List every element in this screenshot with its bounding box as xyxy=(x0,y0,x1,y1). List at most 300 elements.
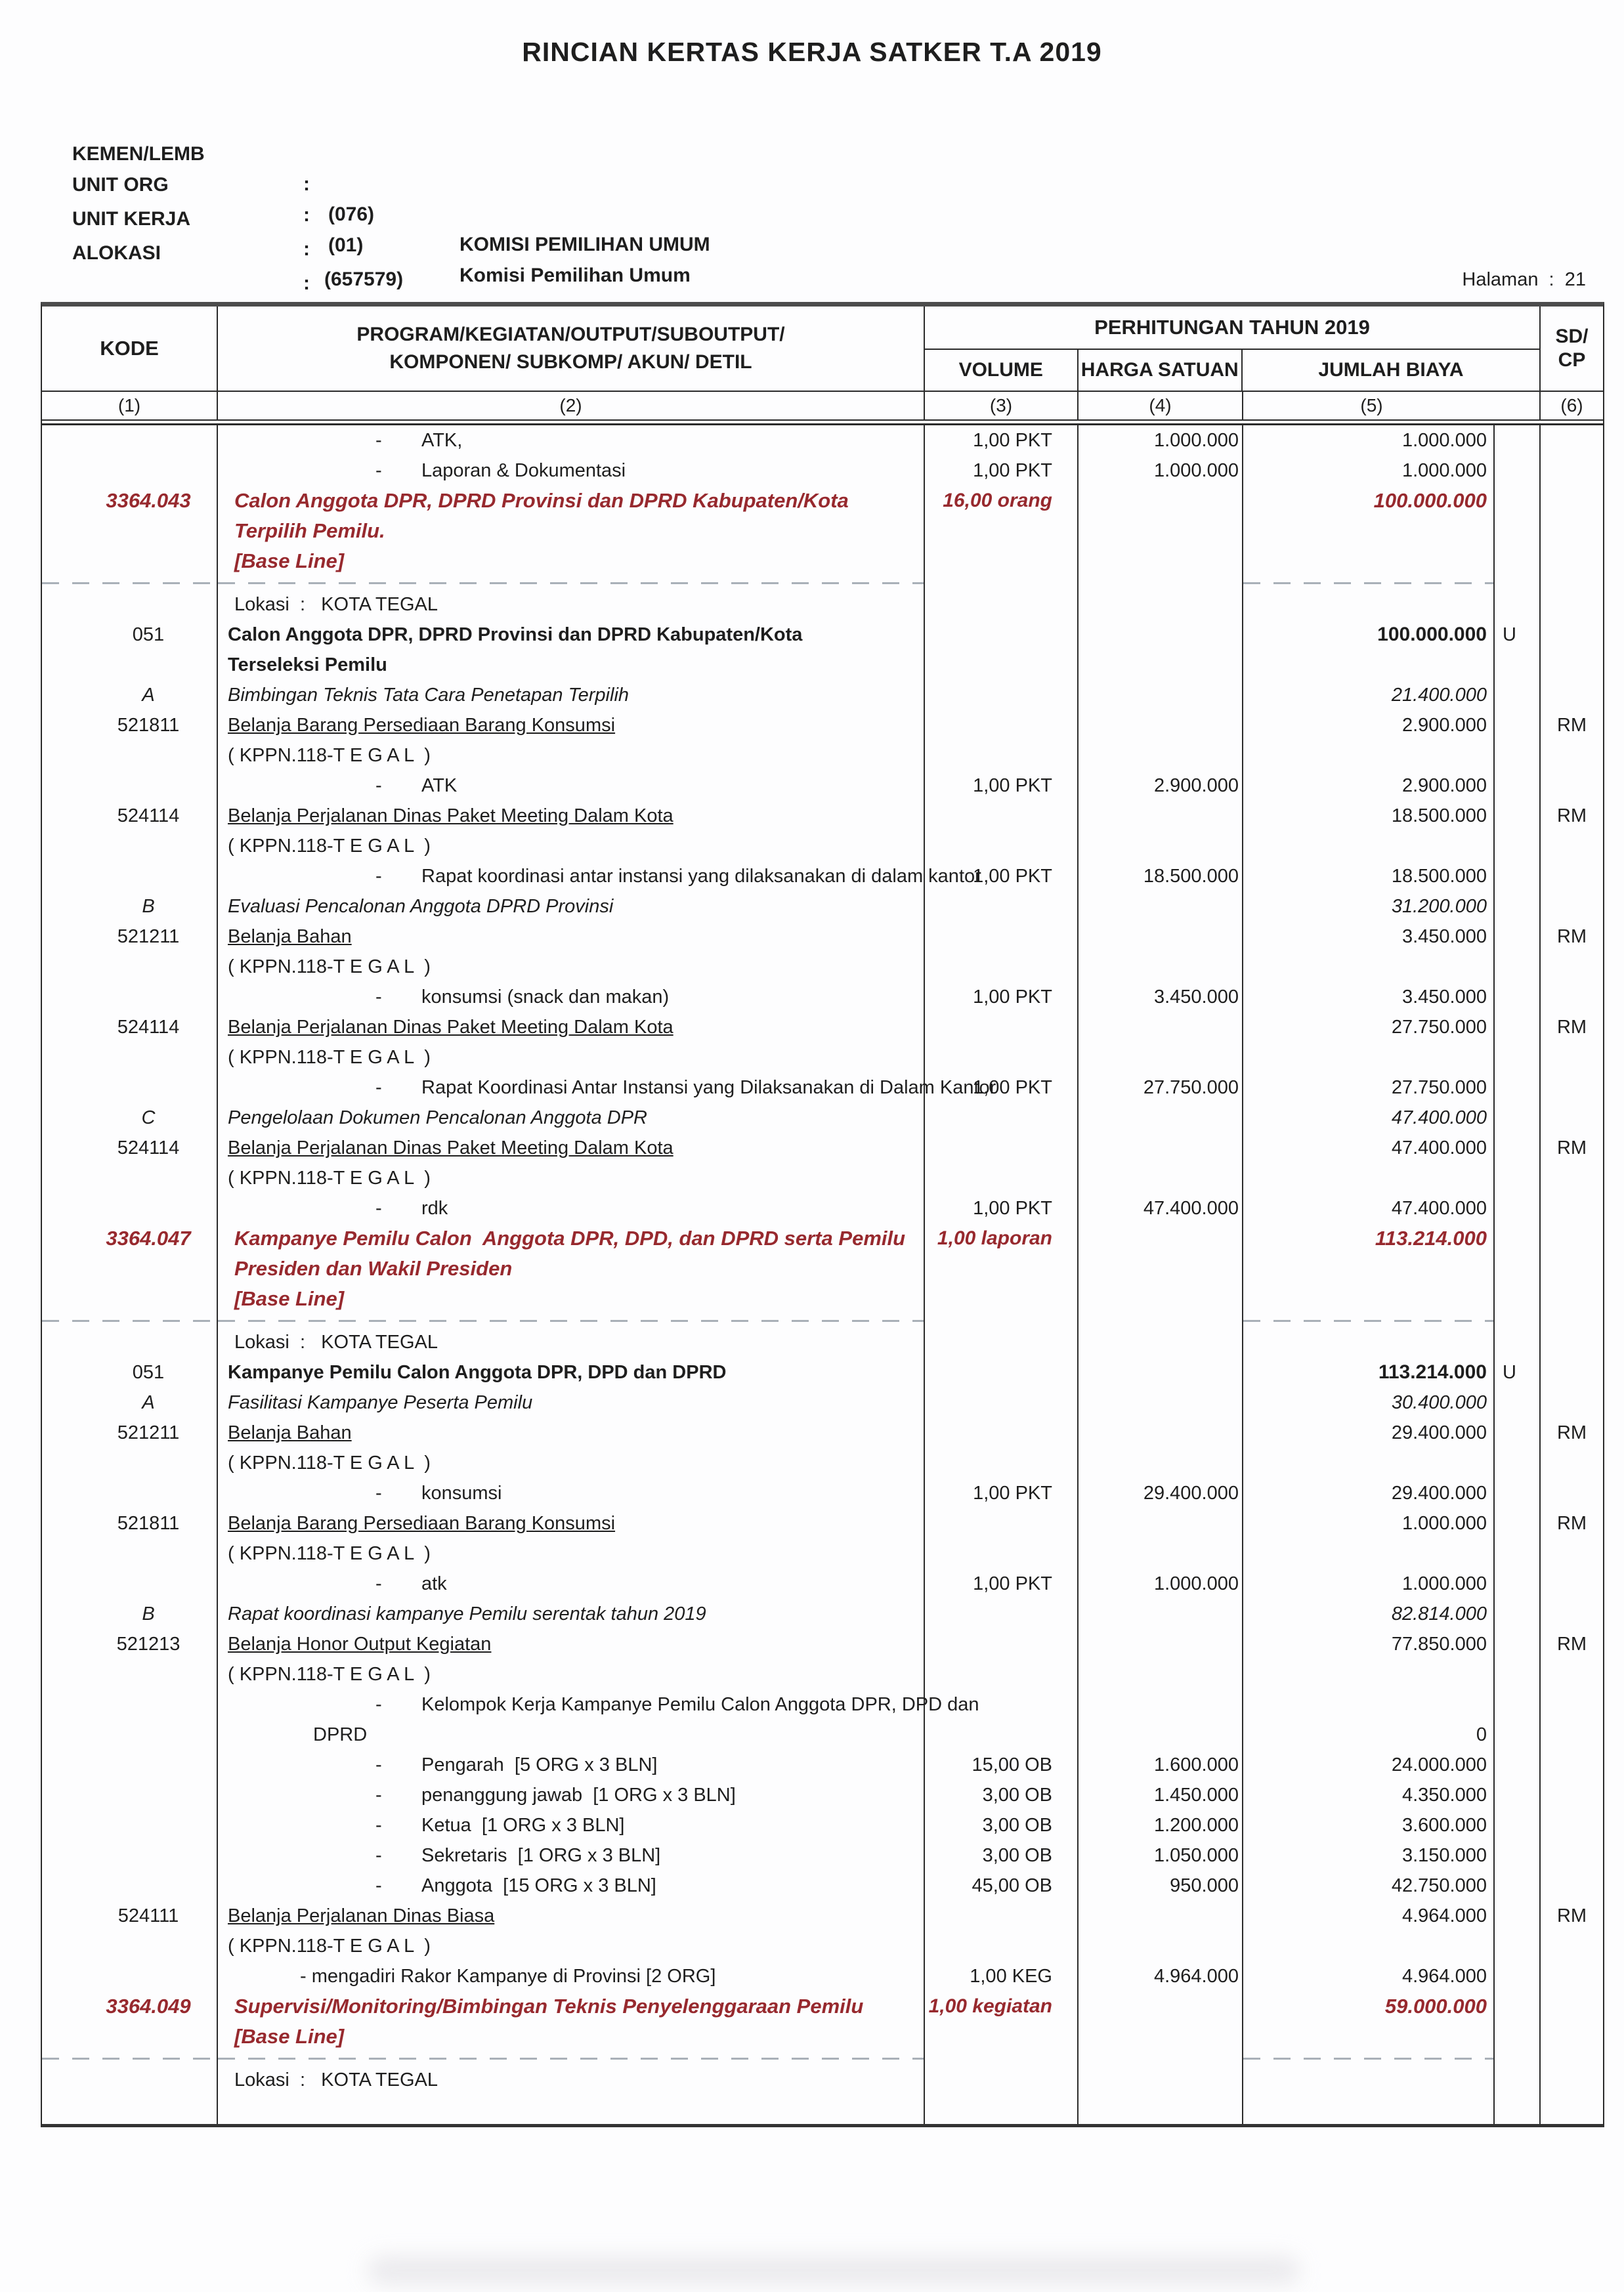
description-cell xyxy=(218,1072,996,1103)
harga-satuan-cell: 4.964.000 xyxy=(1079,1961,1243,1991)
volume-cell: 1,00 PKT xyxy=(925,1193,1079,1223)
table-row xyxy=(42,589,1603,620)
description-line xyxy=(218,1780,924,1810)
kode-cell xyxy=(42,982,218,1012)
kode-cell xyxy=(42,456,218,486)
sdcp-cell: RM xyxy=(1556,1634,1587,1655)
description-cell xyxy=(218,771,925,801)
description-cell xyxy=(218,1357,925,1388)
harga-satuan-cell xyxy=(1079,1103,1243,1133)
description-line: ( KPPN.118-T E G A L ) xyxy=(228,1168,431,1189)
description-line xyxy=(218,1750,924,1780)
meta-label: ALOKASI xyxy=(72,242,161,264)
description-line: ( KPPN.118-T E G A L ) xyxy=(228,1936,431,1957)
u-flag-cell xyxy=(1495,1991,1541,2052)
harga-satuan-cell xyxy=(1079,576,1243,589)
bullet-dash: - xyxy=(375,1694,382,1715)
meta-value: KOMISI PEMILIHAN UMUM xyxy=(459,234,710,255)
description-line xyxy=(218,861,981,891)
u-flag-cell xyxy=(1495,1223,1541,1314)
table-row xyxy=(42,1193,1603,1223)
u-flag-cell xyxy=(1495,1871,1541,1901)
description-line: Pengelolaan Dokumen Pencalonan Anggota DPR xyxy=(228,1107,647,1128)
kode-cell xyxy=(42,1780,218,1810)
kode-cell xyxy=(42,576,218,589)
harga-satuan-cell: 29.400.000 xyxy=(1079,1478,1243,1508)
sdcp-cell xyxy=(1541,1357,1603,1388)
jumlah-biaya-cell xyxy=(1243,1314,1495,1327)
kode-cell: 524114 xyxy=(42,1133,218,1193)
description-line: Belanja Perjalanan Dinas Biasa xyxy=(228,1905,495,1926)
harga-satuan-cell: 3.450.000 xyxy=(1079,982,1243,1012)
volume-cell: 1,00 PKT xyxy=(925,982,1079,1012)
kode-cell: 524111 xyxy=(42,1901,218,1961)
volume-cell xyxy=(925,1327,1079,1357)
filler-row xyxy=(42,2095,1603,2124)
description-line: Belanja Bahan xyxy=(228,926,352,947)
harga-satuan-cell xyxy=(1079,486,1243,576)
meta-colon: : xyxy=(303,173,310,195)
jumlah-biaya-cell: 82.814.000 xyxy=(1243,1599,1495,1629)
description-line: Belanja Barang Persediaan Barang Konsumsi xyxy=(228,715,616,736)
header-double-rule xyxy=(42,419,1603,425)
harga-satuan-cell xyxy=(1079,801,1243,861)
volume-cell: 1,00 PKT xyxy=(925,1072,1079,1103)
description-cell xyxy=(218,589,925,620)
bullet-text: ATK xyxy=(421,775,458,796)
u-flag-cell xyxy=(1495,861,1541,891)
sdcp-cell xyxy=(1541,1991,1603,2052)
jumlah-biaya-cell: 29.400.000 xyxy=(1243,1418,1495,1478)
harga-satuan-cell: 1.000.000 xyxy=(1079,425,1243,456)
col-number-5: (5) xyxy=(1243,392,1541,419)
table-row xyxy=(42,1327,1603,1357)
kode-cell: 051 xyxy=(42,1357,218,1388)
volume-cell xyxy=(925,801,1079,861)
kode-cell: 521811 xyxy=(42,710,218,771)
u-flag-cell xyxy=(1495,1840,1541,1871)
description-cell xyxy=(218,1840,925,1871)
kode-cell xyxy=(42,1314,218,1327)
jumlah-biaya-cell: 1.000.000 xyxy=(1243,1569,1495,1599)
description-cell xyxy=(218,1780,925,1810)
description-line: Presiden dan Wakil Presiden xyxy=(234,1257,513,1280)
volume-cell: 1,00 PKT xyxy=(925,771,1079,801)
description-line: Terpilih Pemilu. xyxy=(234,519,385,542)
jumlah-biaya-cell: 1.000.000 xyxy=(1243,1508,1495,1569)
table-header xyxy=(42,307,1603,392)
kode-cell xyxy=(42,1689,218,1750)
harga-satuan-cell xyxy=(1079,620,1243,680)
jumlah-biaya-cell: 3.600.000 xyxy=(1243,1810,1495,1840)
bullet-text: konsumsi (snack dan makan) xyxy=(421,987,670,1008)
bullet-dash: - xyxy=(375,1845,382,1866)
jumlah-biaya-cell: 4.964.000 xyxy=(1243,1961,1495,1991)
u-flag-cell xyxy=(1495,1418,1541,1478)
description-line xyxy=(218,1478,924,1508)
bullet-text: Ketua [1 ORG x 3 BLN] xyxy=(421,1815,625,1836)
table-row xyxy=(42,1133,1603,1193)
u-flag-cell xyxy=(1495,1901,1541,1961)
volume-cell: 1,00 PKT xyxy=(925,1569,1079,1599)
harga-satuan-cell: 1.000.000 xyxy=(1079,1569,1243,1599)
kode-cell: 3364.049 xyxy=(42,1991,218,2052)
description-line xyxy=(218,456,924,486)
volume-cell xyxy=(925,2095,1079,2124)
description-cell xyxy=(218,1223,925,1314)
u-flag-cell xyxy=(1495,2065,1541,2095)
sdcp-cell xyxy=(1541,425,1603,456)
meta-colon: : xyxy=(303,238,310,260)
kode-cell xyxy=(42,861,218,891)
description-line xyxy=(218,1871,924,1901)
description-cell xyxy=(218,861,981,891)
sdcp-cell xyxy=(1541,2052,1603,2065)
jumlah-biaya-cell: 100.000.000 xyxy=(1243,486,1495,576)
harga-satuan-cell xyxy=(1079,1629,1243,1689)
u-flag-cell: U xyxy=(1495,1357,1541,1388)
jumlah-biaya-cell: 27.750.000 xyxy=(1243,1012,1495,1072)
description-cell xyxy=(218,486,925,576)
sdcp-cell xyxy=(1541,589,1603,620)
col-number-3: (3) xyxy=(925,392,1079,419)
table-row xyxy=(42,1599,1603,1629)
description-line: Bimbingan Teknis Tata Cara Penetapan Terpilih xyxy=(228,685,630,706)
sdcp-cell xyxy=(1541,1871,1603,1901)
kode-cell: 3364.047 xyxy=(42,1223,218,1314)
page-number: Halaman : 21 xyxy=(1462,269,1586,290)
volume-cell: 1,00 PKT xyxy=(925,861,1079,891)
kode-cell: 521811 xyxy=(42,1508,218,1569)
volume-cell: 3,00 OB xyxy=(925,1810,1079,1840)
description-line: ( KPPN.118-T E G A L ) xyxy=(228,745,431,766)
kode-cell xyxy=(42,1072,218,1103)
volume-cell: 1,00 PKT xyxy=(925,425,1079,456)
sdcp-cell: RM xyxy=(1556,1905,1587,1926)
bullet-dash: - xyxy=(375,1573,382,1594)
kode-cell: 3364.043 xyxy=(42,486,218,576)
description-line: Belanja Perjalanan Dinas Paket Meeting Dalam Kota xyxy=(228,1017,673,1038)
description-cell xyxy=(218,680,925,710)
volume-cell xyxy=(925,1629,1079,1689)
table-row xyxy=(42,1388,1603,1418)
volume-cell xyxy=(925,2065,1079,2095)
description-line xyxy=(218,1569,924,1599)
description-cell xyxy=(218,1961,925,1991)
kode-cell: B xyxy=(42,891,218,922)
harga-satuan-cell: 1.200.000 xyxy=(1079,1810,1243,1840)
table-row xyxy=(42,1689,1603,1750)
bullet-dash: - xyxy=(375,775,382,796)
u-flag-cell xyxy=(1495,456,1541,486)
bullet-text: Kelompok Kerja Kampanye Pemilu Calon Anggota DPR, DPD dan xyxy=(421,1694,979,1715)
jumlah-biaya-cell: 31.200.000 xyxy=(1243,891,1495,922)
kode-cell xyxy=(42,1750,218,1780)
meta-label: KEMEN/LEMB xyxy=(72,143,205,165)
volume-cell xyxy=(925,1599,1079,1629)
description-line: Kampanye Pemilu Calon Anggota DPR, DPD, dan DPRD serta Pemilu xyxy=(234,1227,906,1250)
description-line: Belanja Perjalanan Dinas Paket Meeting Dalam Kota xyxy=(228,1137,673,1158)
kode-cell: 051 xyxy=(42,620,218,680)
bullet-dash: - xyxy=(375,1875,382,1896)
sdcp-cell xyxy=(1541,486,1603,576)
description-cell xyxy=(218,801,925,861)
sdcp-cell xyxy=(1541,456,1603,486)
description-cell xyxy=(218,891,925,922)
table-row xyxy=(42,1418,1603,1478)
jumlah-biaya-cell: 3.150.000 xyxy=(1243,1840,1495,1871)
volume-cell: 1,00 kegiatan xyxy=(925,1991,1079,2052)
table-row xyxy=(42,1961,1603,1991)
description-cell xyxy=(218,982,925,1012)
header-sdcp xyxy=(1541,307,1603,391)
harga-satuan-cell xyxy=(1079,589,1243,620)
page-title: RINCIAN KERTAS KERJA SATKER T.A 2019 xyxy=(522,37,1102,67)
description-line xyxy=(218,1810,924,1840)
description-cell xyxy=(218,1689,979,1750)
table-row xyxy=(42,2065,1603,2095)
bullet-text: Pengarah [5 ORG x 3 BLN] xyxy=(421,1754,658,1775)
meta-code: (657579) xyxy=(324,268,404,290)
kode-cell xyxy=(42,1840,218,1871)
sdcp-cell xyxy=(1541,576,1603,589)
description-line: [Base Line] xyxy=(234,2025,345,2048)
description-cell xyxy=(218,1103,925,1133)
sdcp-cell: RM xyxy=(1556,1137,1587,1158)
description-cell xyxy=(218,1478,925,1508)
worksheet-table xyxy=(41,302,1604,2127)
harga-satuan-cell: 1.050.000 xyxy=(1079,1840,1243,1871)
description-line: [Base Line] xyxy=(234,1287,345,1310)
description-cell xyxy=(218,620,925,680)
bullet-dash: - xyxy=(375,1198,382,1219)
volume-cell: 1,00 laporan xyxy=(925,1223,1079,1314)
scan-smudge xyxy=(368,2257,1300,2284)
kode-cell xyxy=(42,1810,218,1840)
sdcp-cell xyxy=(1541,1780,1603,1810)
header-program xyxy=(218,307,925,391)
u-flag-cell xyxy=(1495,1599,1541,1629)
volume-cell xyxy=(925,1388,1079,1418)
harga-satuan-cell xyxy=(1079,1012,1243,1072)
description-cell xyxy=(218,425,925,456)
header-perhitungan-group xyxy=(925,307,1541,391)
description-line xyxy=(218,1193,924,1223)
harga-satuan-cell xyxy=(1079,1418,1243,1478)
harga-satuan-cell: 27.750.000 xyxy=(1079,1072,1243,1103)
sdcp-cell xyxy=(1541,1840,1603,1871)
u-flag-cell xyxy=(1495,425,1541,456)
description-cell xyxy=(218,1327,925,1357)
description-cell xyxy=(218,1418,925,1478)
bullet-text: penanggung jawab [1 ORG x 3 BLN] xyxy=(421,1785,736,1806)
harga-satuan-cell xyxy=(1079,1901,1243,1961)
u-flag-cell xyxy=(1495,2095,1541,2124)
u-flag-cell xyxy=(1495,486,1541,576)
header-program-line1: PROGRAM/KEGIATAN/OUTPUT/SUBOUTPUT/ xyxy=(356,324,785,345)
bullet-dash: - xyxy=(375,987,382,1008)
description-line: ( KPPN.118-T E G A L ) xyxy=(228,956,431,977)
sdcp-cell xyxy=(1541,891,1603,922)
volume-cell xyxy=(925,1508,1079,1569)
table-row xyxy=(42,1840,1603,1871)
description-line: Lokasi : KOTA TEGAL xyxy=(234,1332,438,1353)
kode-cell xyxy=(42,425,218,456)
u-flag-cell xyxy=(1495,1629,1541,1689)
meta-colon: : xyxy=(303,204,310,226)
harga-satuan-cell: 2.900.000 xyxy=(1079,771,1243,801)
bullet-dash: - xyxy=(375,1785,382,1806)
volume-cell xyxy=(925,620,1079,680)
bullet-dash: - xyxy=(375,1754,382,1775)
description-cell xyxy=(218,710,925,771)
u-flag-cell xyxy=(1495,2052,1541,2065)
harga-satuan-cell: 1.000.000 xyxy=(1079,456,1243,486)
volume-cell xyxy=(925,680,1079,710)
harga-satuan-cell xyxy=(1079,2052,1243,2065)
meta-label: UNIT KERJA xyxy=(72,208,191,230)
description-line: Fasilitasi Kampanye Peserta Pemilu xyxy=(228,1392,533,1413)
description-line xyxy=(218,425,924,456)
description-line: ( KPPN.118-T E G A L ) xyxy=(228,836,431,857)
sdcp-cell xyxy=(1541,680,1603,710)
u-flag-cell xyxy=(1495,771,1541,801)
bullet-dash: - xyxy=(375,430,382,451)
jumlah-biaya-cell xyxy=(1243,2095,1495,2124)
volume-cell: 15,00 OB xyxy=(925,1750,1079,1780)
jumlah-biaya-cell: 0 xyxy=(1243,1689,1495,1750)
harga-satuan-cell xyxy=(1079,1599,1243,1629)
meta-code: (076) xyxy=(328,203,375,225)
volume-cell: 3,00 OB xyxy=(925,1780,1079,1810)
table-row xyxy=(42,1871,1603,1901)
u-flag-cell xyxy=(1495,1314,1541,1327)
volume-cell: 1,00 PKT xyxy=(925,456,1079,486)
table-row xyxy=(42,922,1603,982)
harga-satuan-cell xyxy=(1079,1314,1243,1327)
volume-cell xyxy=(925,1901,1079,1961)
kode-cell xyxy=(42,1327,218,1357)
kode-cell: A xyxy=(42,680,218,710)
sdcp-cell xyxy=(1541,1072,1603,1103)
sdcp-cell xyxy=(1541,1223,1603,1314)
u-flag-cell xyxy=(1495,1689,1541,1750)
description-cell xyxy=(218,1133,925,1193)
u-flag-cell xyxy=(1495,1569,1541,1599)
jumlah-biaya-cell: 18.500.000 xyxy=(1243,801,1495,861)
u-flag-cell xyxy=(1495,680,1541,710)
dashed-separator xyxy=(42,1314,1603,1327)
harga-satuan-cell xyxy=(1079,891,1243,922)
table-row xyxy=(42,1012,1603,1072)
harga-satuan-cell xyxy=(1079,922,1243,982)
sdcp-cell: RM xyxy=(1556,805,1587,826)
description-cell xyxy=(218,1012,925,1072)
volume-cell xyxy=(925,2052,1079,2065)
description-cell xyxy=(218,1901,925,1961)
kode-cell: C xyxy=(42,1103,218,1133)
jumlah-biaya-cell: 21.400.000 xyxy=(1243,680,1495,710)
kode-cell xyxy=(42,1871,218,1901)
u-flag-cell xyxy=(1495,1478,1541,1508)
u-flag-cell xyxy=(1495,1388,1541,1418)
volume-cell: 1,00 PKT xyxy=(925,1478,1079,1508)
header-subrow xyxy=(925,350,1539,391)
table-row xyxy=(42,801,1603,861)
u-flag-cell xyxy=(1495,1961,1541,1991)
description-cell xyxy=(218,2065,925,2095)
harga-satuan-cell xyxy=(1079,1327,1243,1357)
description-line: Rapat koordinasi kampanye Pemilu serentak tahun 2019 xyxy=(228,1603,706,1624)
column-number-row xyxy=(42,392,1603,419)
table-row xyxy=(42,1508,1603,1569)
jumlah-biaya-cell: 47.400.000 xyxy=(1243,1193,1495,1223)
header-sd: SD/ xyxy=(1555,326,1589,347)
harga-satuan-cell xyxy=(1079,2095,1243,2124)
volume-cell: 16,00 orang xyxy=(925,486,1079,576)
jumlah-biaya-cell: 1.000.000 xyxy=(1243,425,1495,456)
u-flag-cell xyxy=(1495,589,1541,620)
jumlah-biaya-cell xyxy=(1243,589,1495,620)
jumlah-biaya-cell: 4.350.000 xyxy=(1243,1780,1495,1810)
table-row xyxy=(42,1569,1603,1599)
kode-cell: 521211 xyxy=(42,1418,218,1478)
sdcp-cell: RM xyxy=(1556,926,1587,947)
volume-cell xyxy=(925,1314,1079,1327)
description-cell xyxy=(218,922,925,982)
sdcp-cell xyxy=(1541,1193,1603,1223)
description-cell xyxy=(218,2052,925,2065)
jumlah-biaya-cell xyxy=(1243,2065,1495,2095)
jumlah-biaya-cell: 77.850.000 xyxy=(1243,1629,1495,1689)
table-row xyxy=(42,1810,1603,1840)
u-flag-cell xyxy=(1495,1193,1541,1223)
u-flag-cell xyxy=(1495,801,1541,861)
description-line xyxy=(218,771,924,801)
bullet-dash: - xyxy=(375,1815,382,1836)
jumlah-biaya-cell: 24.000.000 xyxy=(1243,1750,1495,1780)
sdcp-cell xyxy=(1541,1810,1603,1840)
kode-cell xyxy=(42,2095,218,2124)
jumlah-biaya-cell: 3.450.000 xyxy=(1243,922,1495,982)
sdcp-cell: RM xyxy=(1556,1017,1587,1038)
description-line: Terseleksi Pemilu xyxy=(228,654,387,675)
sdcp-cell xyxy=(1541,982,1603,1012)
harga-satuan-cell xyxy=(1079,1133,1243,1193)
table-row xyxy=(42,710,1603,771)
table-row xyxy=(42,620,1603,680)
bullet-text: Rapat Koordinasi Antar Instansi yang Dilaksanakan di Dalam Kantor xyxy=(421,1077,996,1098)
bullet-dash: - xyxy=(375,460,382,481)
bullet-dash: - xyxy=(375,1483,382,1504)
volume-cell: 45,00 OB xyxy=(925,1871,1079,1901)
dashed-separator xyxy=(42,2052,1603,2065)
kode-cell: A xyxy=(42,1388,218,1418)
header-volume: VOLUME xyxy=(925,350,1079,391)
u-flag-cell xyxy=(1495,1327,1541,1357)
harga-satuan-cell xyxy=(1079,1388,1243,1418)
jumlah-biaya-cell xyxy=(1243,576,1495,589)
description-line: ( KPPN.118-T E G A L ) xyxy=(228,1543,431,1564)
description-cell xyxy=(218,1508,925,1569)
u-flag-cell xyxy=(1495,922,1541,982)
bullet-text: ATK, xyxy=(421,430,463,451)
description-cell xyxy=(218,1810,925,1840)
harga-satuan-cell: 1.600.000 xyxy=(1079,1750,1243,1780)
description-line: [Base Line] xyxy=(234,549,345,572)
description-line: ( KPPN.118-T E G A L ) xyxy=(228,1664,431,1685)
table-row xyxy=(42,1103,1603,1133)
